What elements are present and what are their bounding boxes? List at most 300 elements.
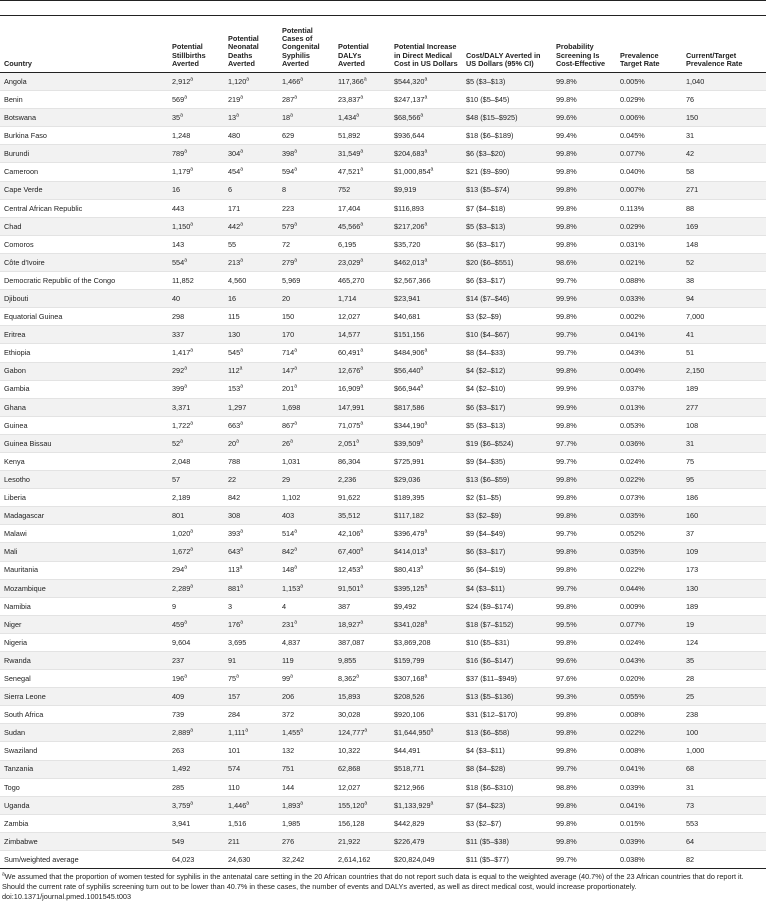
cell-congenital-syphilis xyxy=(278,597,334,615)
cell-probability xyxy=(552,489,616,507)
cell-probability xyxy=(552,91,616,109)
footnote-marker: a xyxy=(364,800,368,807)
cell-target-rate xyxy=(616,326,682,344)
cell-cost-per-daly xyxy=(462,670,552,688)
footnote-marker: a xyxy=(246,800,250,807)
table-row xyxy=(0,217,766,235)
cell-dalys xyxy=(334,326,390,344)
cell-current-target-ratio xyxy=(682,724,766,742)
footnote-marker: a xyxy=(360,546,364,553)
cell-cost-per-daly-value: $6 ($3–$17) xyxy=(466,275,506,285)
cell-dalys-value: 23,029 xyxy=(338,257,361,267)
cell-cost-per-daly-value: $19 ($6–$524) xyxy=(466,438,514,448)
cell-probability xyxy=(552,199,616,217)
table-row xyxy=(0,326,766,344)
cell-congenital-syphilis xyxy=(278,380,334,398)
cell-congenital-syphilis xyxy=(278,326,334,344)
cell-country-value: Swaziland xyxy=(4,746,38,756)
cell-current-target-ratio xyxy=(682,380,766,398)
cell-cost-per-daly-value: $21 ($9–$90) xyxy=(466,167,510,177)
cell-stillbirths-value: 443 xyxy=(172,203,185,213)
cell-country xyxy=(0,796,168,814)
cell-country-value: Senegal xyxy=(4,673,31,683)
cell-dalys-value: 86,304 xyxy=(338,456,361,466)
cell-direct-cost-value: $217,206 xyxy=(394,221,425,231)
cell-cost-per-daly xyxy=(462,597,552,615)
cell-probability-value: 99.8% xyxy=(556,565,577,575)
cell-cost-per-daly xyxy=(462,217,552,235)
cell-stillbirths xyxy=(168,434,224,452)
cell-target-rate xyxy=(616,543,682,561)
cell-cost-per-daly xyxy=(462,543,552,561)
cell-target-rate xyxy=(616,796,682,814)
cell-dalys xyxy=(334,471,390,489)
cell-probability xyxy=(552,235,616,253)
cell-cost-per-daly xyxy=(462,760,552,778)
cell-direct-cost xyxy=(390,217,462,235)
footnote-marker: a xyxy=(294,619,297,626)
cell-current-target-ratio xyxy=(682,471,766,489)
cell-cost-per-daly xyxy=(462,652,552,670)
cell-stillbirths xyxy=(168,706,224,724)
cell-current-target-ratio-value: 189 xyxy=(686,384,699,394)
cell-stillbirths xyxy=(168,670,224,688)
cell-dalys-value: 23,837 xyxy=(338,94,361,104)
cell-neonatal-deaths xyxy=(224,507,278,525)
cell-congenital-syphilis xyxy=(278,217,334,235)
cell-current-target-ratio-value: 2,150 xyxy=(686,366,705,376)
cell-target-rate xyxy=(616,73,682,91)
cell-cost-per-daly-value: $14 ($7–$46) xyxy=(466,294,510,304)
cell-probability xyxy=(552,525,616,543)
cell-stillbirths xyxy=(168,362,224,380)
cell-country xyxy=(0,688,168,706)
cell-current-target-ratio xyxy=(682,344,766,362)
footnote-marker: a xyxy=(430,800,434,807)
cell-cost-per-daly xyxy=(462,308,552,326)
cell-dalys-value: 387 xyxy=(338,601,351,611)
cell-dalys xyxy=(334,308,390,326)
cell-country xyxy=(0,398,168,416)
cell-target-rate xyxy=(616,652,682,670)
cell-congenital-syphilis-value: 231 xyxy=(282,619,295,629)
cell-congenital-syphilis xyxy=(278,670,334,688)
cell-direct-cost-value: $68,566 xyxy=(394,113,421,123)
cell-current-target-ratio xyxy=(682,452,766,470)
table-row xyxy=(0,561,766,579)
cell-congenital-syphilis xyxy=(278,778,334,796)
cell-direct-cost-value: $1,133,929 xyxy=(394,800,431,810)
cell-stillbirths-value: 549 xyxy=(172,836,185,846)
cell-target-rate-value: 0.035% xyxy=(620,547,645,557)
cell-congenital-syphilis-value: 147 xyxy=(282,366,295,376)
cell-cost-per-daly xyxy=(462,561,552,579)
cell-probability-value: 99.6% xyxy=(556,655,577,665)
cell-congenital-syphilis-value: 132 xyxy=(282,746,295,756)
cell-neonatal-deaths xyxy=(224,814,278,832)
cell-dalys xyxy=(334,796,390,814)
footnote-marker: a xyxy=(420,365,424,372)
cell-probability-value: 99.8% xyxy=(556,221,577,231)
footnote-marker: a xyxy=(184,673,187,680)
footnote-marker: a xyxy=(360,565,364,571)
cell-stillbirths xyxy=(168,109,224,127)
cell-current-target-ratio xyxy=(682,778,766,796)
footnote-marker: a xyxy=(363,76,367,83)
cell-neonatal-deaths-value: 1,111 xyxy=(228,728,246,738)
cell-neonatal-deaths xyxy=(224,272,278,290)
cell-cost-per-daly xyxy=(462,525,552,543)
cell-probability-value: 99.3% xyxy=(556,692,577,702)
cell-stillbirths-value: 337 xyxy=(172,330,185,340)
cell-cost-per-daly xyxy=(462,706,552,724)
footnote-marker: a xyxy=(184,619,187,626)
table-row xyxy=(0,615,766,633)
cell-stillbirths-value: 569 xyxy=(172,94,185,104)
cell-stillbirths-value: 1,020 xyxy=(172,529,191,539)
cell-cost-per-daly-value: $2 ($1–$5) xyxy=(466,493,502,503)
cell-dalys xyxy=(334,706,390,724)
cell-dalys xyxy=(334,344,390,362)
cell-direct-cost xyxy=(390,199,462,217)
cell-direct-cost xyxy=(390,652,462,670)
cell-dalys xyxy=(334,272,390,290)
cell-country xyxy=(0,561,168,579)
cell-probability-value: 99.8% xyxy=(556,149,577,159)
cell-cost-per-daly-value: $9 ($4–$49) xyxy=(466,529,506,539)
cell-direct-cost xyxy=(390,73,462,91)
cell-country xyxy=(0,543,168,561)
cell-country xyxy=(0,489,168,507)
cell-target-rate-value: 0.077% xyxy=(620,619,645,629)
cell-dalys xyxy=(334,199,390,217)
cell-cost-per-daly xyxy=(462,778,552,796)
cell-country xyxy=(0,380,168,398)
cell-country-value: Chad xyxy=(4,221,22,231)
cell-cost-per-daly xyxy=(462,290,552,308)
cell-target-rate-value: 0.008% xyxy=(620,710,645,720)
cell-dalys-value: 15,893 xyxy=(338,692,361,702)
cell-cost-per-daly xyxy=(462,742,552,760)
cell-target-rate xyxy=(616,199,682,217)
cell-current-target-ratio-value: 37 xyxy=(686,529,695,539)
cell-direct-cost-value: $208,526 xyxy=(394,692,425,702)
footnote-marker: a xyxy=(360,166,364,173)
cell-stillbirths xyxy=(168,778,224,796)
cell-country-value: South Africa xyxy=(4,710,44,720)
cell-current-target-ratio xyxy=(682,851,766,869)
cell-target-rate xyxy=(616,615,682,633)
footnote-marker: a xyxy=(360,384,364,391)
cell-target-rate xyxy=(616,525,682,543)
cell-dalys xyxy=(334,561,390,579)
footnote-marker: a xyxy=(424,221,428,228)
cell-direct-cost xyxy=(390,434,462,452)
cell-probability xyxy=(552,706,616,724)
cell-probability xyxy=(552,253,616,271)
cell-stillbirths xyxy=(168,181,224,199)
table-row xyxy=(0,633,766,651)
cell-neonatal-deaths xyxy=(224,724,278,742)
footnote-marker: a xyxy=(360,420,364,427)
cell-direct-cost-value: $35,720 xyxy=(394,239,421,249)
cell-dalys xyxy=(334,127,390,145)
cell-direct-cost-value: $116,893 xyxy=(394,203,424,213)
cell-stillbirths xyxy=(168,380,224,398)
cell-stillbirths xyxy=(168,452,224,470)
cell-neonatal-deaths-value: 55 xyxy=(228,239,237,249)
cell-cost-per-daly xyxy=(462,127,552,145)
cell-target-rate-value: 0.044% xyxy=(620,583,645,593)
footnote-marker: a xyxy=(360,257,364,264)
top-rule xyxy=(0,0,766,15)
cell-congenital-syphilis xyxy=(278,362,334,380)
cell-stillbirths xyxy=(168,91,224,109)
cell-target-rate-value: 0.022% xyxy=(620,565,645,575)
cell-country xyxy=(0,163,168,181)
cell-cost-per-daly-value: $7 ($4–$18) xyxy=(466,203,506,213)
cell-probability-value: 99.8% xyxy=(556,746,577,756)
cell-dalys-value: 12,027 xyxy=(338,782,361,792)
cell-direct-cost xyxy=(390,579,462,597)
cell-current-target-ratio xyxy=(682,217,766,235)
cell-probability-value: 97.7% xyxy=(556,438,577,448)
cell-current-target-ratio xyxy=(682,832,766,850)
cell-direct-cost-value: $159,799 xyxy=(394,655,425,665)
cell-current-target-ratio-value: 124 xyxy=(686,637,699,647)
footnote-marker: a xyxy=(430,727,434,734)
cell-congenital-syphilis xyxy=(278,851,334,869)
cell-probability-value: 99.8% xyxy=(556,800,577,810)
cell-current-target-ratio-value: 64 xyxy=(686,836,695,846)
cell-neonatal-deaths xyxy=(224,416,278,434)
cell-stillbirths-value: 52 xyxy=(172,438,181,448)
cell-current-target-ratio xyxy=(682,579,766,597)
cell-neonatal-deaths xyxy=(224,652,278,670)
cell-country-value: Benin xyxy=(4,94,23,104)
cell-neonatal-deaths-value: 3,695 xyxy=(228,637,247,647)
cell-country xyxy=(0,362,168,380)
cell-neonatal-deaths-value: 4,560 xyxy=(228,275,247,285)
footnote-marker: a xyxy=(240,583,243,590)
cell-congenital-syphilis-value: 72 xyxy=(282,239,291,249)
cell-congenital-syphilis-value: 403 xyxy=(282,511,295,521)
cell-target-rate xyxy=(616,163,682,181)
cell-congenital-syphilis xyxy=(278,434,334,452)
cell-direct-cost-value: $817,586 xyxy=(394,402,425,412)
cell-target-rate xyxy=(616,760,682,778)
footnote-marker: a xyxy=(236,673,239,680)
cell-dalys-value: 10,322 xyxy=(338,746,361,756)
cell-dalys-value: 47,521 xyxy=(338,167,361,177)
cell-probability xyxy=(552,633,616,651)
cell-direct-cost-value: $9,919 xyxy=(394,185,417,195)
cell-target-rate-value: 0.088% xyxy=(620,275,645,285)
cell-direct-cost xyxy=(390,724,462,742)
cell-dalys xyxy=(334,579,390,597)
cell-target-rate-value: 0.041% xyxy=(620,800,645,810)
cell-congenital-syphilis-value: 170 xyxy=(282,330,295,340)
footnote-marker: a xyxy=(420,438,424,445)
cell-dalys xyxy=(334,416,390,434)
cell-dalys-value: 71,075 xyxy=(338,420,361,430)
cell-congenital-syphilis-value: 201 xyxy=(282,384,295,394)
cell-target-rate xyxy=(616,832,682,850)
cell-congenital-syphilis xyxy=(278,109,334,127)
cell-direct-cost xyxy=(390,778,462,796)
cell-country xyxy=(0,344,168,362)
footnote-marker: a xyxy=(236,112,239,119)
cell-country-value: Cameroon xyxy=(4,167,39,177)
cell-current-target-ratio-value: 100 xyxy=(686,728,699,738)
cell-stillbirths-value: 399 xyxy=(172,384,185,394)
cell-country-value: Mauritania xyxy=(4,565,39,575)
cell-direct-cost-value: $151,156 xyxy=(394,330,425,340)
cell-stillbirths-value: 789 xyxy=(172,149,185,159)
cell-current-target-ratio-value: 38 xyxy=(686,275,695,285)
cell-direct-cost-value: $341,028 xyxy=(394,619,425,629)
cell-stillbirths-value: 3,941 xyxy=(172,818,191,828)
cell-dalys-value: 6,195 xyxy=(338,239,357,249)
cell-neonatal-deaths-value: 1,446 xyxy=(228,800,247,810)
cell-congenital-syphilis xyxy=(278,724,334,742)
cell-probability-value: 99.9% xyxy=(556,384,577,394)
cell-direct-cost xyxy=(390,561,462,579)
cell-dalys-value: 51,892 xyxy=(338,131,361,141)
cell-country-value: Djibouti xyxy=(4,294,29,304)
cell-neonatal-deaths xyxy=(224,543,278,561)
cell-cost-per-daly-value: $11 ($5–$38) xyxy=(466,836,509,846)
cell-stillbirths-value: 801 xyxy=(172,511,185,521)
cell-dalys-value: 9,855 xyxy=(338,655,357,665)
cell-dalys xyxy=(334,688,390,706)
cell-country-value: Nigeria xyxy=(4,637,28,647)
cell-current-target-ratio-value: 75 xyxy=(686,456,695,466)
cell-current-target-ratio-value: 160 xyxy=(686,511,699,521)
cell-target-rate-value: 0.020% xyxy=(620,673,645,683)
cell-target-rate-value: 0.037% xyxy=(620,384,645,394)
footnote-marker: a xyxy=(360,148,364,155)
footnote-marker: a xyxy=(240,420,243,427)
cell-cost-per-daly xyxy=(462,181,552,199)
cell-congenital-syphilis-value: 99 xyxy=(282,673,291,683)
cell-neonatal-deaths-value: 574 xyxy=(228,764,241,774)
cell-congenital-syphilis xyxy=(278,452,334,470)
cell-probability xyxy=(552,579,616,597)
cell-stillbirths xyxy=(168,742,224,760)
cell-cost-per-daly-value: $7 ($4–$23) xyxy=(466,800,506,810)
cell-probability xyxy=(552,362,616,380)
cell-country xyxy=(0,145,168,163)
cell-country xyxy=(0,579,168,597)
footnote-marker: a xyxy=(290,438,293,445)
cell-probability-value: 99.8% xyxy=(556,185,577,195)
cell-stillbirths-value: 9 xyxy=(172,601,177,611)
cell-direct-cost-value: $442,829 xyxy=(394,818,425,828)
cell-stillbirths-value: 1,492 xyxy=(172,764,191,774)
cell-probability xyxy=(552,163,616,181)
footnote-marker: a xyxy=(240,619,243,626)
cell-target-rate xyxy=(616,362,682,380)
cell-dalys xyxy=(334,597,390,615)
footnote-marker: a xyxy=(294,221,297,228)
cell-target-rate xyxy=(616,434,682,452)
cell-probability-value: 99.8% xyxy=(556,76,577,86)
cell-cost-per-daly-value: $6 ($3–$20) xyxy=(466,149,506,159)
column-header: Potential DALYs Averted xyxy=(338,42,369,68)
cell-neonatal-deaths xyxy=(224,308,278,326)
cell-target-rate-value: 0.038% xyxy=(620,854,645,864)
cell-stillbirths xyxy=(168,199,224,217)
cell-current-target-ratio-value: 73 xyxy=(686,800,695,810)
cell-direct-cost xyxy=(390,452,462,470)
cell-target-rate xyxy=(616,814,682,832)
cell-dalys xyxy=(334,778,390,796)
footnote-marker: a xyxy=(294,257,297,264)
cell-current-target-ratio xyxy=(682,597,766,615)
cell-country-value: Mozambique xyxy=(4,583,46,593)
footnote-marker: a xyxy=(240,148,243,155)
cell-dalys xyxy=(334,760,390,778)
cell-cost-per-daly-value: $13 ($5–$74) xyxy=(466,185,510,195)
footnote-marker: a xyxy=(300,583,304,590)
cell-congenital-syphilis-value: 8 xyxy=(282,185,287,195)
cell-congenital-syphilis xyxy=(278,398,334,416)
footnote-marker: a xyxy=(424,76,428,83)
table-row xyxy=(0,706,766,724)
cell-current-target-ratio xyxy=(682,362,766,380)
cell-target-rate xyxy=(616,127,682,145)
cell-country-value: Gambia xyxy=(4,384,30,394)
cell-direct-cost-value: $920,106 xyxy=(394,710,425,720)
cell-direct-cost-value: $396,479 xyxy=(394,529,425,539)
cell-cost-per-daly-value: $18 ($6–$189) xyxy=(466,131,514,141)
cell-target-rate-value: 0.005% xyxy=(620,76,645,86)
cell-dalys xyxy=(334,253,390,271)
cell-current-target-ratio-value: 41 xyxy=(686,330,695,340)
cell-neonatal-deaths xyxy=(224,778,278,796)
cell-direct-cost-value: $56,440 xyxy=(394,366,421,376)
cell-target-rate-value: 0.073% xyxy=(620,493,645,503)
footnote-marker: a xyxy=(360,365,364,372)
cell-country-value: Niger xyxy=(4,619,22,629)
cell-stillbirths xyxy=(168,760,224,778)
cell-dalys xyxy=(334,91,390,109)
cell-country xyxy=(0,742,168,760)
cell-cost-per-daly-value: $8 ($4–$28) xyxy=(466,764,506,774)
cell-probability-value: 99.7% xyxy=(556,348,577,358)
footnote-marker: a xyxy=(240,347,243,354)
cell-stillbirths-value: 2,889 xyxy=(172,728,191,738)
cell-cost-per-daly xyxy=(462,489,552,507)
footnote-marker: a xyxy=(420,565,424,571)
cell-stillbirths xyxy=(168,796,224,814)
cell-direct-cost-value: $247,137 xyxy=(394,94,425,104)
cell-target-rate-value: 0.007% xyxy=(620,185,645,195)
cell-cost-per-daly xyxy=(462,253,552,271)
cell-congenital-syphilis-value: 1,102 xyxy=(282,493,301,503)
cell-neonatal-deaths-value: 3 xyxy=(228,601,233,611)
cell-congenital-syphilis xyxy=(278,633,334,651)
cell-neonatal-deaths-value: 91 xyxy=(228,655,237,665)
results-table xyxy=(0,15,766,869)
table-row xyxy=(0,579,766,597)
cell-stillbirths xyxy=(168,615,224,633)
cell-cost-per-daly xyxy=(462,832,552,850)
cell-neonatal-deaths xyxy=(224,471,278,489)
cell-target-rate xyxy=(616,706,682,724)
cell-country xyxy=(0,199,168,217)
